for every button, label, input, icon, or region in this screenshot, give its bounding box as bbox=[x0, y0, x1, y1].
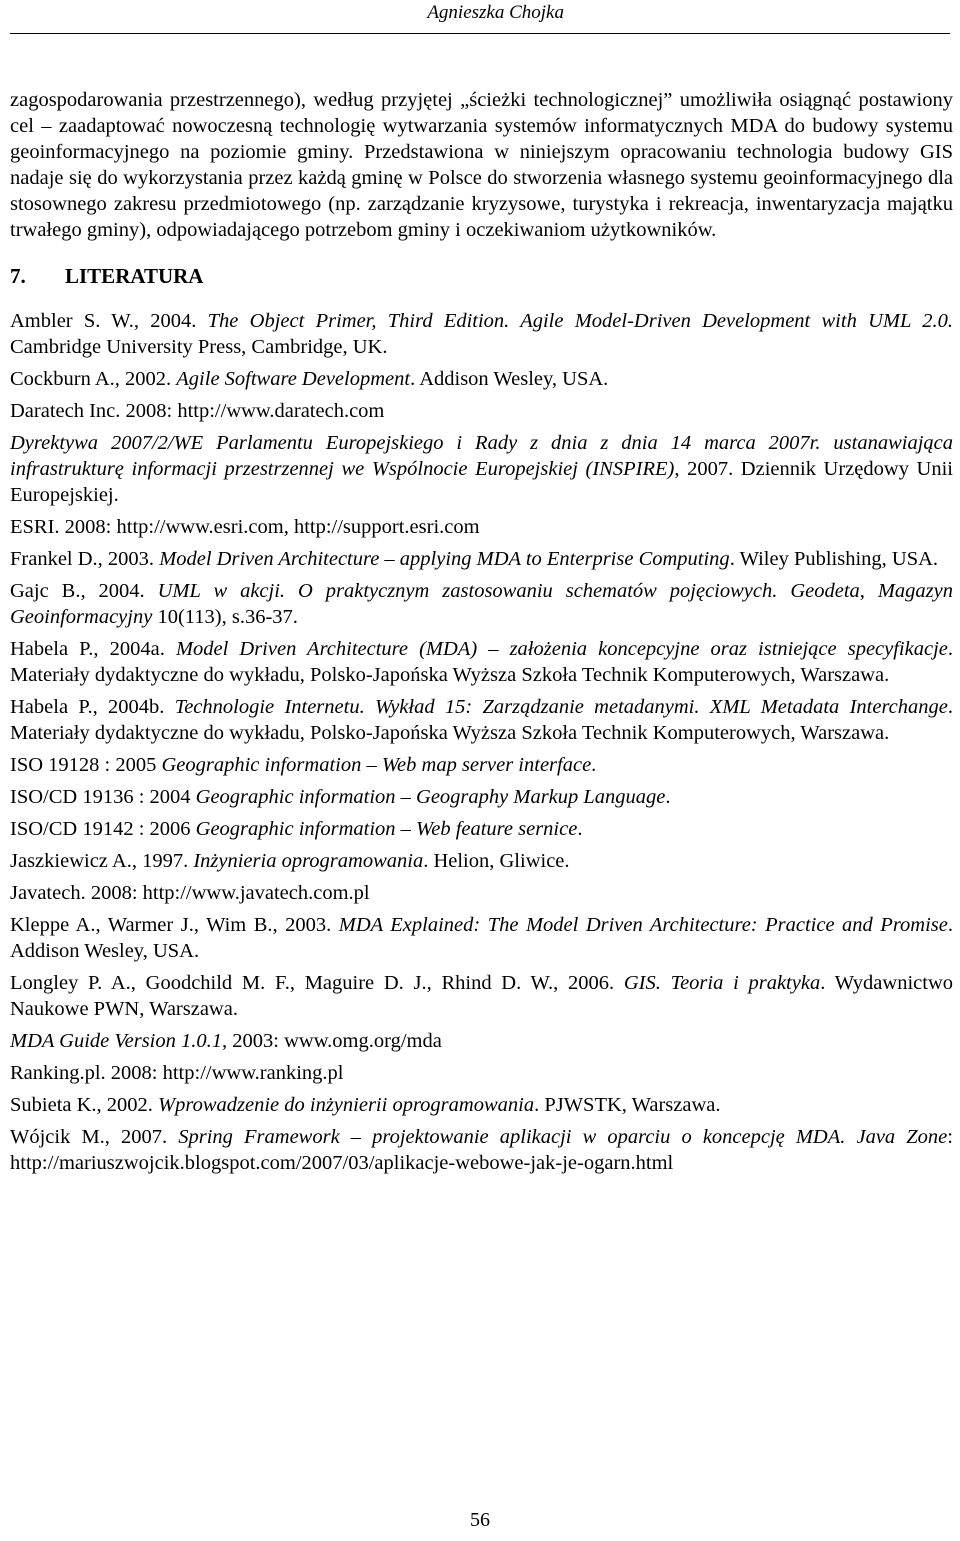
body-paragraph bbox=[10, 87, 953, 243]
reference-entry bbox=[10, 398, 953, 424]
reference-entry bbox=[10, 430, 953, 508]
reference-entry bbox=[10, 912, 953, 964]
page-number: 56 bbox=[470, 1509, 490, 1531]
reference-entry bbox=[10, 514, 953, 540]
reference-publisher: . Materiały dydaktyczne do wykładu, Polsko-Japońska Wyższa Szkoła Technik Komputerowych, Warszawa. bbox=[10, 696, 953, 744]
reference-publisher: 10(113), s.36-37. bbox=[152, 606, 298, 628]
reference-title: Agile Software Development bbox=[176, 368, 411, 390]
reference-title: The Object Primer, Third Edition. Agile Model-Driven Development with UML 2.0. bbox=[207, 310, 953, 332]
reference-plain-text: Frankel D., 2003. bbox=[10, 548, 160, 570]
section-number: 7. bbox=[10, 264, 26, 288]
reference-entry bbox=[10, 970, 953, 1022]
reference-publisher: . Addison Wesley, USA. bbox=[10, 914, 953, 962]
reference-plain-text: Longley P. A., Goodchild M. F., Maguire D. J., Rhind D. W., 2006. bbox=[10, 972, 624, 994]
reference-plain-text: Kleppe A., Warmer J., Wim B., 2003. bbox=[10, 914, 339, 936]
reference-publisher: . bbox=[665, 786, 671, 808]
reference-plain-text: Subieta K., 2002. bbox=[10, 1094, 159, 1116]
reference-publisher: . Helion, Gliwice. bbox=[423, 850, 570, 872]
reference-publisher: . bbox=[577, 818, 583, 840]
reference-entry bbox=[10, 366, 953, 392]
reference-plain-text: Gajc B., 2004. bbox=[10, 580, 158, 602]
reference-publisher: : http://mariuszwojcik.blogspot.com/2007/03/aplikacje-webowe-jak-je-ogarn.html bbox=[10, 1126, 953, 1174]
reference-plain-text: Wójcik M., 2007. bbox=[10, 1126, 179, 1148]
body-paragraph-2: Przedstawiona w niniejszym opracowaniu technologia budowy GIS nadaje się do wykorzystania przez każdą gminę w Polsce do stworzenia własnego systemu geoinformacyjnego dla stosownego zakresu przedmiotowego (np. zarządzanie kryzysowe, turystyka i rekreacja, inwentaryzacja majątku trwałego gminy), odpowiadającego potrzebom gminy i oczekiwaniom użytkowników. bbox=[10, 141, 953, 241]
reference-title: UML w akcji. O praktycznym zastosowaniu schematów pojęciowych. Geodeta, Magazyn Geoinformacyjny bbox=[10, 580, 953, 628]
reference-entry bbox=[10, 1060, 953, 1086]
reference-entry bbox=[10, 308, 953, 360]
reference-plain-text: Habela P., 2004b. bbox=[10, 696, 175, 718]
reference-title: MDA Guide Version 1.0.1 bbox=[10, 1030, 223, 1052]
reference-plain-text: Javatech. 2008: http://www.javatech.com.pl bbox=[10, 882, 370, 904]
reference-publisher: . PJWSTK, Warszawa. bbox=[534, 1094, 721, 1116]
reference-plain-text: ISO 19128 : 2005 bbox=[10, 754, 162, 776]
reference-entry bbox=[10, 1028, 953, 1054]
reference-plain-text: Daratech Inc. 2008: http://www.daratech.com bbox=[10, 400, 385, 422]
reference-entry bbox=[10, 636, 953, 688]
reference-title: Inżynieria oprogramowania bbox=[193, 850, 424, 872]
reference-publisher: Cambridge University Press, Cambridge, UK. bbox=[10, 336, 388, 358]
reference-title: Geographic information – Web feature sernice bbox=[195, 818, 578, 840]
page-header bbox=[0, 0, 960, 38]
reference-entry bbox=[10, 880, 953, 906]
reference-title: Geographic information – Geography Markup Language bbox=[195, 786, 666, 808]
reference-entry bbox=[10, 752, 953, 778]
reference-publisher: , 2003: www.omg.org/mda bbox=[222, 1030, 442, 1052]
reference-publisher: . Materiały dydaktyczne do wykładu, Polsko-Japońska Wyższa Szkoła Technik Komputerowych, Warszawa. bbox=[10, 638, 953, 686]
body-paragraph-1: zagospodarowania przestrzennego), według przyjętej „ścieżki technologicznej” umożliwiła osiągnąć postawiony cel – zaadaptować nowoczesną technologię wytwarzania systemów informatycznych MDA do budowy systemu geoinformacyjnego na poziomie gminy. bbox=[10, 89, 953, 163]
reference-plain-text: Jaszkiewicz A., 1997. bbox=[10, 850, 194, 872]
reference-entry bbox=[10, 848, 953, 874]
reference-plain-text: ISO/CD 19142 : 2006 bbox=[10, 818, 196, 840]
reference-entry bbox=[10, 1124, 953, 1176]
reference-publisher: . Wiley Publishing, USA. bbox=[729, 548, 939, 570]
reference-entry bbox=[10, 816, 953, 842]
reference-title: Geographic information – Web map server interface bbox=[161, 754, 592, 776]
reference-title: Dyrektywa 2007/2/WE Parlamentu Europejskiego i Rady z dnia z dnia 14 marca 2007r. ustanawiająca infrastrukturę informacji przestrzennej we Wspólnocie Europejskiej (INSPIRE) bbox=[10, 432, 953, 480]
reference-title: GIS. Teoria i praktyka bbox=[623, 972, 821, 994]
header-rule bbox=[10, 33, 950, 34]
reference-publisher: . Wydawnictwo Naukowe PWN, Warszawa. bbox=[10, 972, 954, 1020]
reference-plain-text: Ranking.pl. 2008: http://www.ranking.pl bbox=[10, 1062, 344, 1084]
reference-publisher: . Addison Wesley, USA. bbox=[410, 368, 609, 390]
reference-entry bbox=[10, 1092, 953, 1118]
reference-plain-text: Ambler S. W., 2004. bbox=[10, 310, 208, 332]
reference-entry bbox=[10, 694, 953, 746]
running-head-author: Agnieszka Chojka bbox=[427, 2, 564, 23]
reference-publisher: , 2007. Dziennik Urzędowy Unii Europejskiej. bbox=[10, 458, 953, 506]
reference-plain-text: ESRI. 2008: http://www.esri.com, http://support.esri.com bbox=[10, 516, 480, 538]
reference-title: Model Driven Architecture (MDA) – założenia koncepcyjne oraz istniejące specyfikacje bbox=[175, 638, 948, 660]
page-content bbox=[10, 87, 953, 1182]
reference-title: Model Driven Architecture – applying MDA to Enterprise Computing bbox=[159, 548, 730, 570]
reference-entry bbox=[10, 784, 953, 810]
reference-entry bbox=[10, 546, 953, 572]
section-title: LITERATURA bbox=[65, 264, 204, 288]
reference-title: MDA Explained: The Model Driven Architecture: Practice and Promise bbox=[338, 914, 948, 936]
reference-title: Wprowadzenie do inżynierii oprogramowania bbox=[158, 1094, 535, 1116]
reference-plain-text: ISO/CD 19136 : 2004 bbox=[10, 786, 196, 808]
reference-title: Spring Framework – projektowanie aplikacji w oparciu o koncepcję MDA. Java Zone bbox=[178, 1126, 948, 1148]
reference-list bbox=[10, 308, 953, 1176]
reference-publisher: . bbox=[591, 754, 597, 776]
reference-plain-text: Habela P., 2004a. bbox=[10, 638, 176, 660]
reference-plain-text: Cockburn A., 2002. bbox=[10, 368, 177, 390]
reference-title: Technologie Internetu. Wykład 15: Zarządzanie metadanymi. XML Metadata Interchange bbox=[174, 696, 948, 718]
section-heading bbox=[10, 263, 953, 289]
reference-entry bbox=[10, 578, 953, 630]
